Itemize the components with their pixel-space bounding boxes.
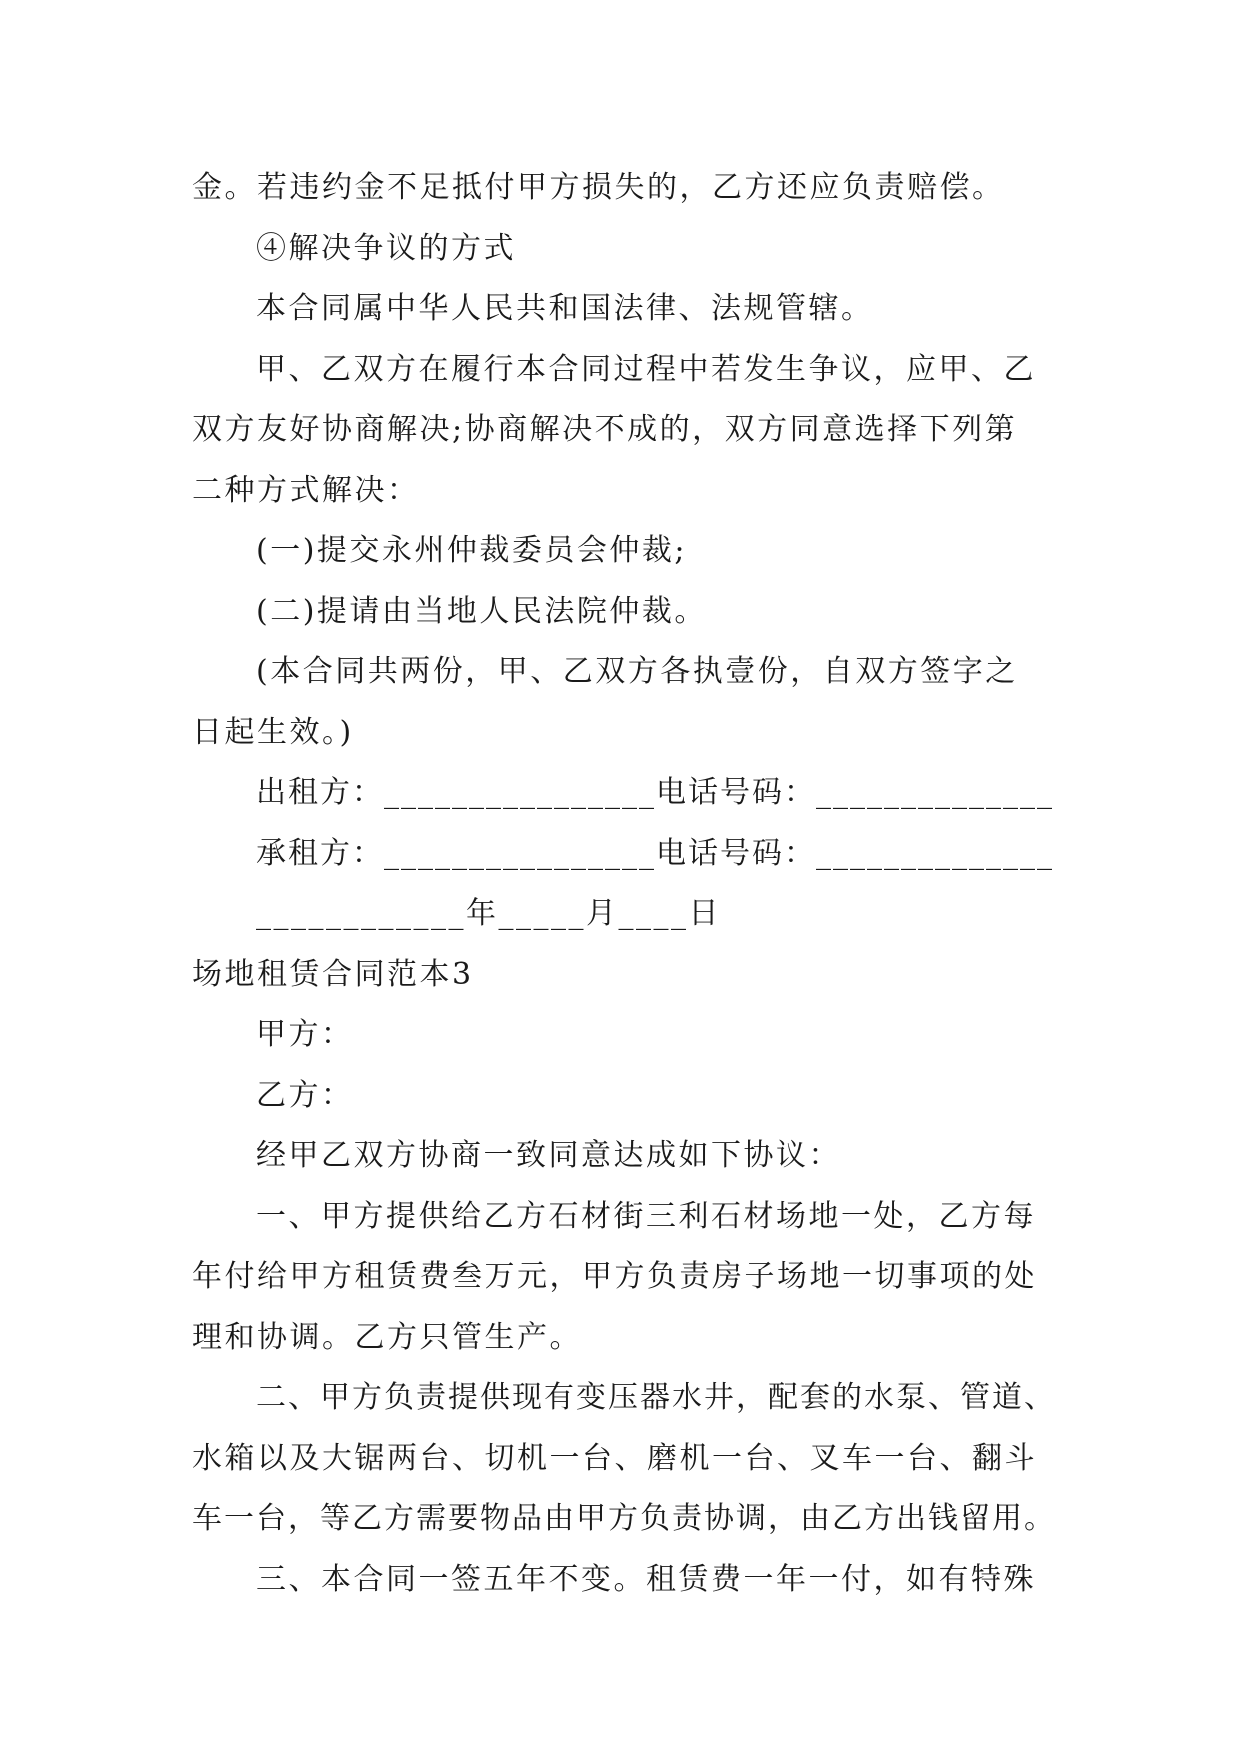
paragraph-line: 本合同属中华人民共和国法律、法规管辖。 bbox=[256, 291, 874, 326]
party-b-label: 乙方： bbox=[256, 1077, 354, 1113]
paragraph-line: 双方友好协商解决;协商解决不成的，双方同意选择下列第 bbox=[192, 412, 1018, 447]
paragraph-line: 甲、乙双方在履行本合同过程中若发生争议，应甲、乙 bbox=[256, 351, 1036, 387]
clause-line: 理和协调。乙方只管生产。 bbox=[192, 1319, 582, 1355]
document-body bbox=[192, 158, 1058, 1610]
paragraph-line: 经甲乙双方协商一致同意达成如下协议： bbox=[256, 1138, 841, 1173]
section-heading: ④解决争议的方式 bbox=[256, 230, 516, 266]
list-item: (一)提交永州仲裁委员会仲裁; bbox=[256, 533, 688, 568]
paragraph-line: 日起生效。) bbox=[192, 714, 354, 750]
clause-line: 年付给甲方租赁费叁万元，甲方负责房子场地一切事项的处 bbox=[192, 1259, 1037, 1294]
paragraph-line: 二种方式解决： bbox=[192, 472, 420, 508]
paragraph-line: (本合同共两份，甲、乙双方各执壹份，自双方签字之 bbox=[256, 654, 1018, 689]
paragraph-line: 金。若违约金不足抵付甲方损失的，乙方还应负责赔偿。 bbox=[192, 170, 1005, 205]
list-item: (二)提请由当地人民法院仲裁。 bbox=[256, 593, 707, 629]
clause-line: 一、甲方提供给乙方石材街三利石材场地一处，乙方每 bbox=[256, 1198, 1036, 1234]
clause-line: 车一台，等乙方需要物品由甲方负责协调，由乙方出钱留用。 bbox=[192, 1501, 1056, 1536]
lessee-signature-line: 承租方：________________电话号码：______________ bbox=[256, 835, 1054, 871]
clause-line: 水箱以及大锯两台、切机一台、磨机一台、叉车一台、翻斗 bbox=[192, 1440, 1037, 1476]
clause-line: 三、本合同一签五年不变。租赁费一年一付，如有特殊 bbox=[256, 1561, 1036, 1597]
clause-line: 二、甲方负责提供现有变压器水井，配套的水泵、管道、 bbox=[256, 1380, 1056, 1415]
lessor-signature-line: 出租方：________________电话号码：______________ bbox=[256, 775, 1054, 810]
party-a-label: 甲方： bbox=[256, 1017, 354, 1052]
contract-title: 场地租赁合同范本3 bbox=[192, 956, 474, 992]
date-line: ____________年_____月____日 bbox=[256, 896, 721, 931]
